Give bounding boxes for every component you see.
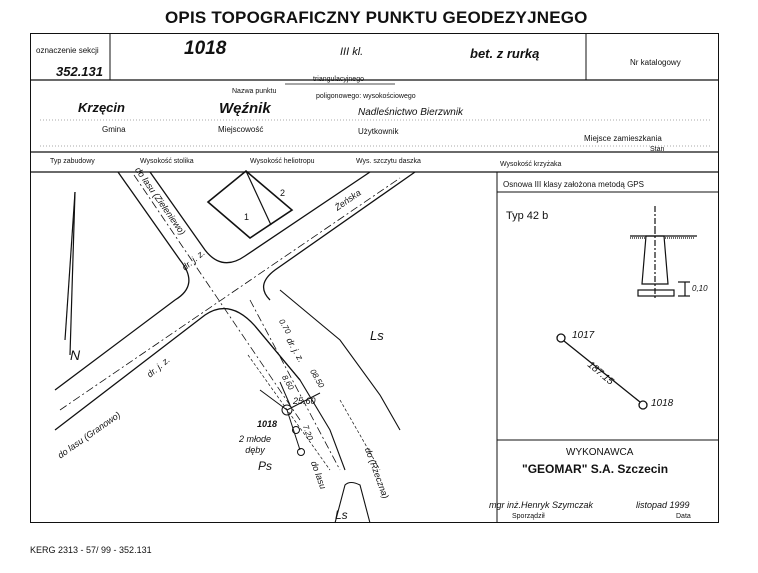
height-label-3: Wys. szczytu daszka (356, 158, 421, 165)
gmina-value: Krzęcin (78, 100, 125, 115)
user-label: Użytkownik (358, 127, 399, 136)
north-label: N (70, 347, 81, 363)
point-class: III kl. (340, 46, 364, 58)
road-bottom-label: do lasu (308, 459, 329, 491)
basis-label: Osnowa III klasy założona metodą GPS (503, 180, 644, 189)
author: mgr inż.Henryk Szymczak (489, 500, 594, 510)
date: listopad 1999 (636, 500, 690, 510)
contractor-label: WYKONAWCA (566, 447, 634, 458)
height-label-5: Stan (650, 146, 665, 153)
point-number: 1018 (184, 38, 227, 59)
dirt-road-label-3: dr. j. z. (284, 335, 307, 365)
page-title: OPIS TOPOGRAFICZNY PUNKTU GEODEZYJNEGO (165, 8, 588, 27)
pasture-label: Ps (258, 459, 273, 473)
distance-3: 8.60 (279, 373, 296, 392)
distance-5: 0.70 (276, 317, 293, 336)
point-label: 1018 (257, 419, 278, 429)
point-b-label: 1018 (651, 398, 674, 409)
forest-label: Ls (370, 328, 384, 343)
section-label: oznaczenie sekcji (36, 46, 99, 55)
street-name: Żeńska (332, 187, 363, 213)
distance-4: 08.50 (308, 367, 326, 390)
locality-value: Węźnik (219, 100, 271, 117)
point-a-label: 1017 (572, 330, 595, 341)
trees-label: 2 młode dęby (238, 434, 272, 455)
height-label-0: Typ zabudowy (50, 158, 95, 165)
gmina-label: Gmina (102, 125, 126, 134)
triangulation-label: triangulacyjnego (313, 76, 364, 83)
road-bottom2-label: do (Rzeczna) (362, 446, 391, 500)
marker-type-label: Typ 42 b (506, 210, 549, 222)
height-label-1: Wysokość stolika (140, 158, 194, 165)
locality-label: Miejscowość (218, 125, 264, 134)
polygon-label: poligonowego: wysokościowego (316, 93, 416, 100)
footer: KERG 2313 - 57/ 99 - 352.131 (30, 545, 152, 555)
catalog-label: Nr katalogowy (630, 58, 681, 67)
residence-label: Miejsce zamieszkania (584, 134, 662, 143)
building-1-label: 1 (244, 212, 250, 222)
distance-2: 7.20 (300, 423, 315, 442)
height-label-2: Wysokość heliotropu (250, 158, 315, 165)
distance-1: 25.60 (293, 396, 316, 406)
marker-type: bet. z rurką (470, 46, 540, 61)
dirt-road-label: dr. j. z. (179, 247, 207, 273)
forest-label-2: Ls (335, 508, 348, 522)
height-label-4: Wysokość krzyżaka (500, 161, 562, 168)
point-name-label: Nazwa punktu (232, 88, 277, 95)
distance-label: 187.15 (585, 359, 616, 388)
contractor-name: "GEOMAR" S.A. Szczecin (522, 462, 669, 476)
user-value: Nadleśnictwo Bierzwnik (358, 107, 464, 118)
date-label: Data (676, 513, 691, 520)
dirt-road-label-2: dr. j. z. (144, 354, 172, 380)
building-2-label: 2 (280, 188, 286, 198)
road-left-label: do lasu (Granowo) (55, 409, 123, 461)
section-value: 352.131 (56, 64, 103, 79)
road-top-label: do lasu (Zieleniewo) (133, 165, 188, 237)
author-label: Sporządził (512, 513, 545, 520)
dimension-label: 0,10 (692, 284, 708, 293)
